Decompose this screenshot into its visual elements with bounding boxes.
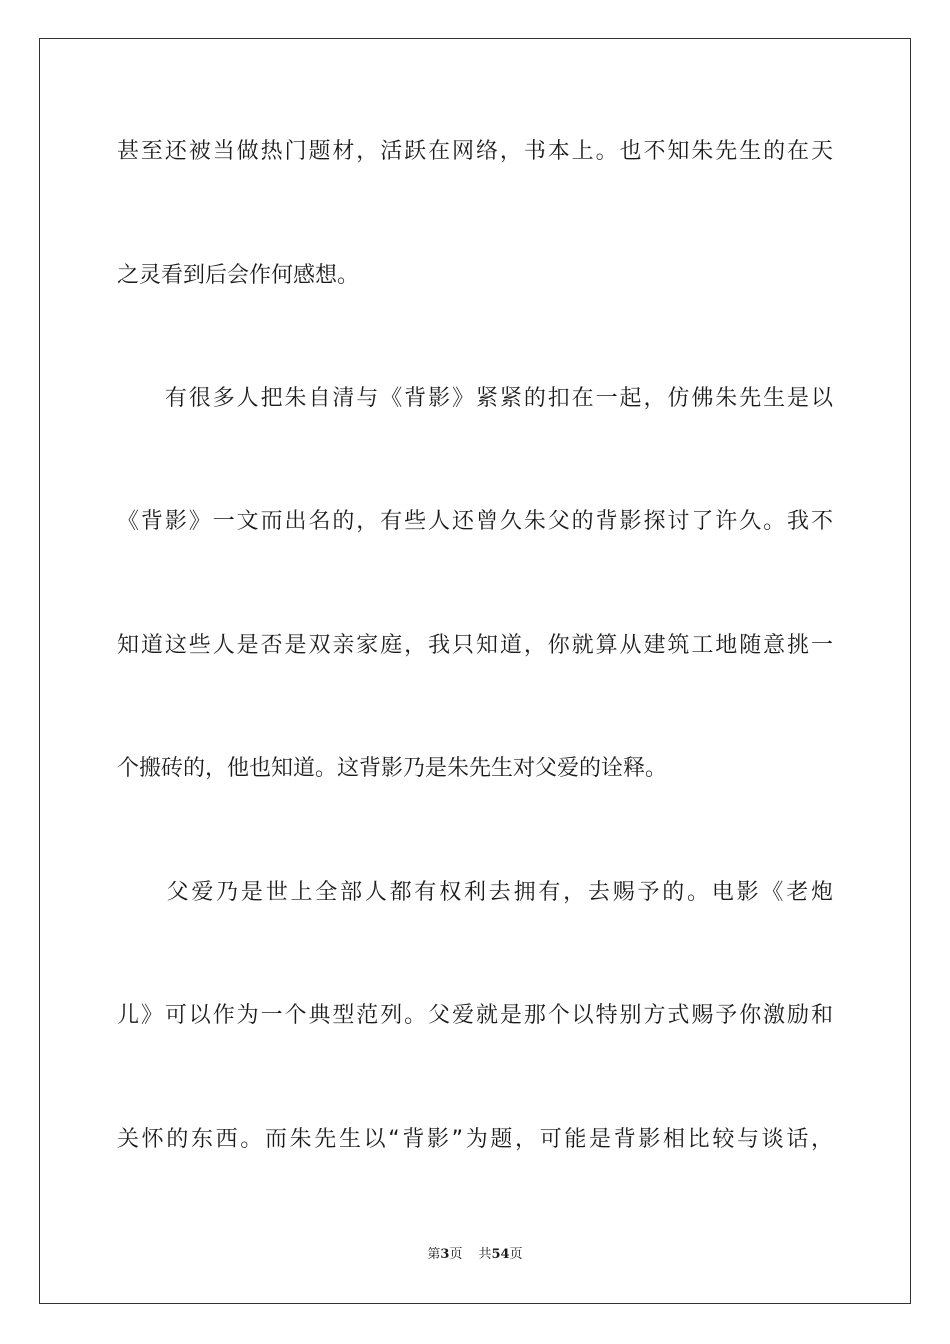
total-pages: 54 — [491, 1247, 510, 1262]
text-line: 个搬砖的，他也知道。这背影乃是朱先生对父爱的诠释。 — [117, 756, 668, 781]
page-number: 3 — [440, 1247, 450, 1262]
text-line: 父爱乃是世上全部人都有权利去拥有，去赐予的。电影《老炮 — [117, 880, 833, 905]
text-line: 之灵看到后会作何感想。 — [117, 263, 360, 288]
text-line: 儿》可以作为一个典型范列。父爱就是那个以特别方式赐予你激励和 — [117, 1003, 833, 1028]
page-suffix: 页 — [449, 1247, 463, 1262]
page-footer — [0, 1245, 950, 1265]
total-suffix: 页 — [509, 1247, 523, 1262]
page-border — [39, 38, 911, 1304]
text-line: 有很多人把朱自清与《背影》紧紧的扣在一起，仿佛朱先生是以 — [117, 386, 833, 411]
total-prefix: 共 — [478, 1247, 492, 1262]
text-line: 关怀的东西。而朱先生以“背影”为题，可能是背影相比较与谈话， — [117, 1127, 833, 1152]
page-prefix: 第 — [427, 1247, 441, 1262]
text-line: 知道这些人是否是双亲家庭，我只知道，你就算从建筑工地随意挑一 — [117, 633, 833, 658]
text-line: 《背影》一文而出名的，有些人还曾久朱父的背影探讨了许久。我不 — [117, 509, 833, 534]
text-line: 甚至还被当做热门题材，活跃在网络，书本上。也不知朱先生的在天 — [117, 139, 833, 164]
